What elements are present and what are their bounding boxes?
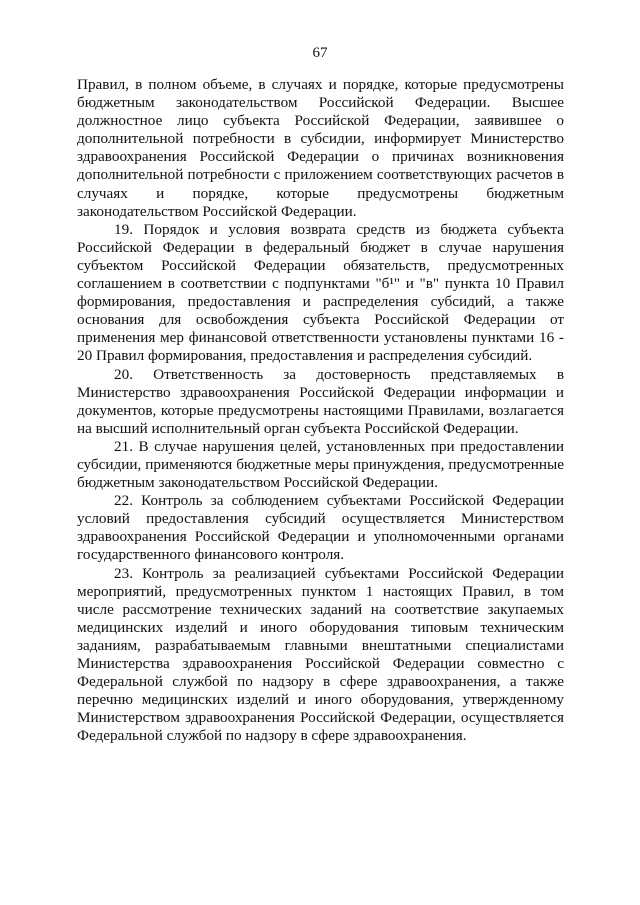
paragraph-23: 23. Контроль за реализацией субъектами Российской Федерации мероприятий, предусмотренных пунктом 1 настоящих Правил, в том числе рассмотрение технических заданий на соответствие закупаемых медицинских изделий и иного оборудования типовым техническим заданиям, разрабатываемым главными внештатными специалистами Министерства здравоохранения Российской Федерации совместно с Федеральной службой по надзору в сфере здравоохранения, а также перечню медицинских изделий и иного оборудования, утвержденному Министерством здравоохранения Российской Федерации, осуществляется Федеральной службой по надзору в сфере здравоохранения. <box>77 564 564 745</box>
paragraph-21: 21. В случае нарушения целей, установленных при предоставлении субсидии, применяются бюджетные меры принуждения, предусмотренные бюджетным законодательством Российской Федерации. <box>77 437 564 492</box>
paragraph-continuation: Правил, в полном объеме, в случаях и порядке, которые предусмотрены бюджетным законодательством Российской Федерации. Высшее должностное лицо субъекта Российской Федерации, заявившее о дополнительной потребности в субсидии, информирует Министерство здравоохранения Российской Федерации о причинах возникновения дополнительной потребности с приложением соответствующих расчетов в случаях и порядке, которые предусмотрены бюджетным законодательством Российской Федерации. <box>77 76 564 220</box>
paragraph-19: 19. Порядок и условия возврата средств из бюджета субъекта Российской Федерации в федеральный бюджет в случае нарушения субъектом Российской Федерации обязательств, предусмотренных соглашением в соответствии с подпунктами "б¹" и "в" пункта 10 Правил формирования, предоставления и распределения субсидий, а также основания для освобождения субъекта Российской Федерации от применения мер финансовой ответственности установлены пунктами 16 - 20 Правил формирования, предоставления и распределения субсидий. <box>77 220 564 365</box>
document-body <box>77 76 564 745</box>
paragraph-20: 20. Ответственность за достоверность представляемых в Министерство здравоохранения Российской Федерации информации и документов, которые предусмотрены настоящими Правилами, возлагается на высший исполнительный орган субъекта Российской Федерации. <box>77 365 564 437</box>
paragraph-22: 22. Контроль за соблюдением субъектами Российской Федерации условий предоставления субсидий осуществляется Министерством здравоохранения Российской Федерации и уполномоченными органами государственного финансового контроля. <box>77 492 564 564</box>
page-number: 67 <box>312 45 328 61</box>
